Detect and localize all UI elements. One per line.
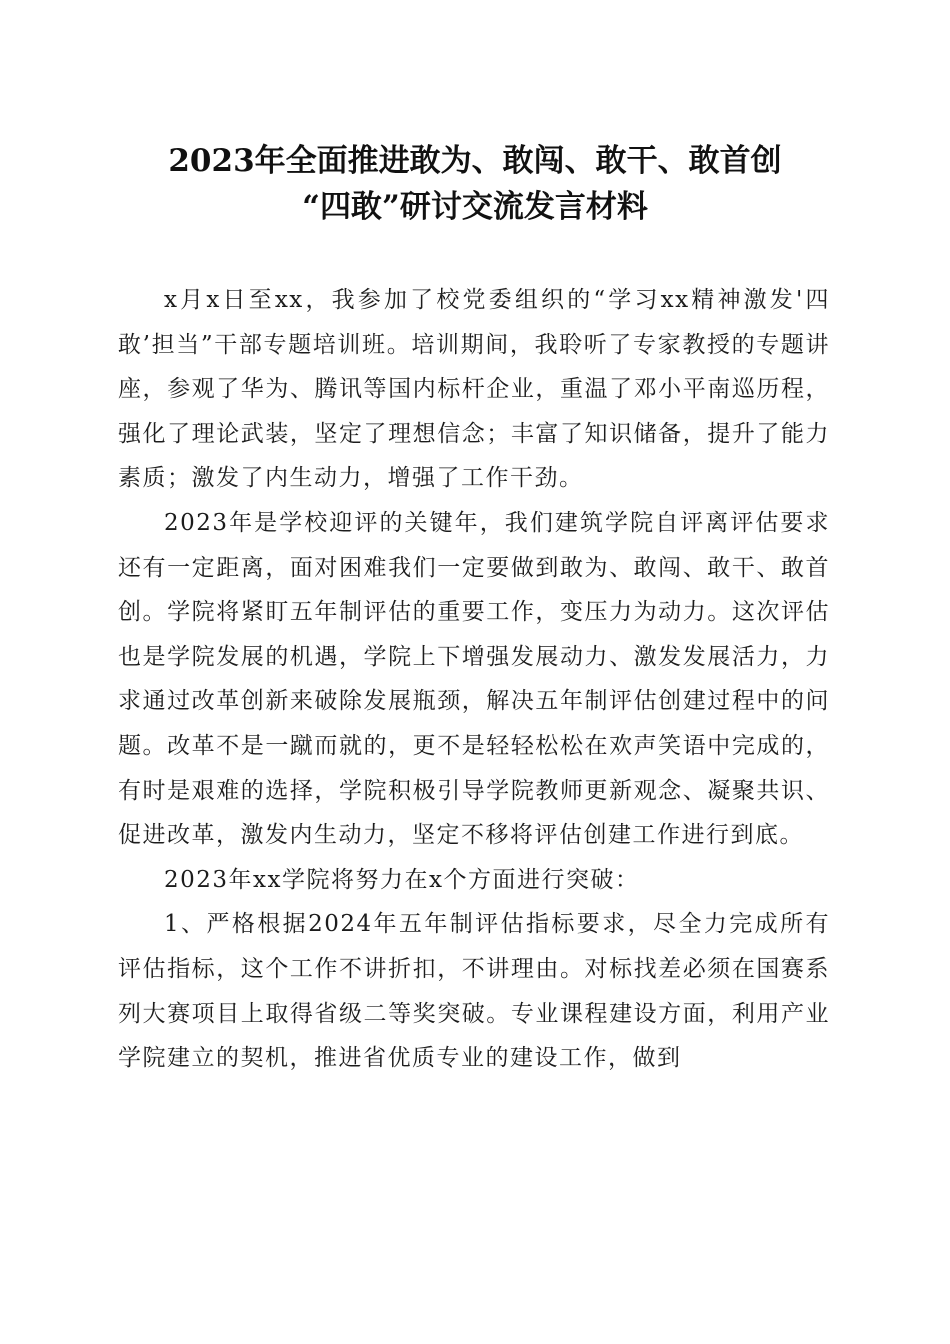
document-body: [118, 278, 830, 1081]
paragraph-evaluation: 2023年是学校迎评的关键年，我们建筑学院自评离评估要求还有一定距离，面对困难我们一定要做到敢为、敢闯、敢干、敢首创。学院将紧盯五年制评估的重要工作，变压力为动力。这次评估也是学院发展的机遇，学院上下增强发展动力、激发发展活力，力求通过改革创新来破除发展瓶颈，解决五年制评估创建过程中的问题。改革不是一蹴而就的，更不是轻轻松松在欢声笑语中完成的，有时是艰难的选择，学院积极引导学院教师更新观念、凝聚共识、促进改革，激发内生动力，坚定不移将评估创建工作进行到底。: [118, 509, 830, 849]
title-line-2: “四敢”研讨交流发言材料: [302, 189, 648, 225]
paragraph-goal-1: 1、严格根据2024年五年制评估指标要求，尽全力完成所有评估指标，这个工作不讲折扣，不讲理由。对标找差必须在国赛系列大赛项目上取得省级二等奖突破。专业课程建设方面，利用产业学院建立的契机，推进省优质专业的建设工作，做到: [118, 911, 830, 1072]
document-title: [100, 138, 850, 230]
paragraph-intro: x月x日至xx，我参加了校党委组织的“学习xx精神激发'四敢’担当”干部专题培训班。培训期间，我聆听了专家教授的专题讲座，参观了华为、腾讯等国内标杆企业，重温了邓小平南巡历程，强化了理论武装，坚定了理想信念；丰富了知识储备，提升了能力素质；激发了内生动力，增强了工作干劲。: [118, 287, 830, 492]
title-line-1: 2023年全面推进敢为、敢闯、敢干、敢首创: [168, 143, 782, 179]
paragraph-goals-intro: 2023年xx学院将努力在x个方面进行突破：: [164, 866, 640, 893]
